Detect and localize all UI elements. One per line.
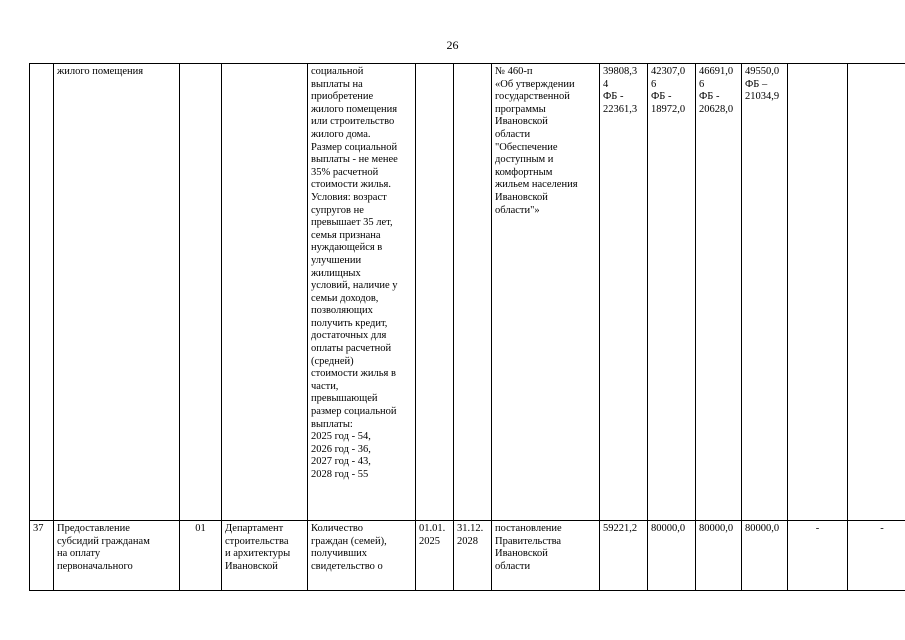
cell-code (180, 64, 222, 521)
cell-funding-2027: 80000,0 (696, 521, 742, 591)
cell-funding-2025: 59221,2 (600, 521, 648, 591)
cell-funding-2028: 80000,0 (742, 521, 788, 591)
cell-basis: постановление Правительства Ивановской области (492, 521, 600, 591)
cell-extra-b: - (848, 521, 905, 591)
program-measures-table (29, 63, 905, 591)
cell-start-date: 01.01. 2025 (416, 521, 454, 591)
cell-executor (222, 64, 308, 521)
cell-end-date: 31.12. 2028 (454, 521, 492, 591)
table-row-continuation (30, 64, 905, 521)
cell-extra-b (848, 64, 905, 521)
cell-start-date (416, 64, 454, 521)
cell-indicator: социальной выплаты на приобретение жилого помещения или строительство жилого дома. Размер социальной выплаты - не менее 35% расчетной стоимости жилья. Условия: возраст супругов не превышает 35 лет, семья признана нуждающейся в улучшении жилищных условий, наличие у семьи доходов, позволяющих получить кредит, достаточных для оплаты расчетной (средней) стоимости жилья в части, превышающей размер социальной выплаты: 2025 год - 54, 2026 год - 36, 2027 год - 43, 2028 год - 55 (308, 64, 416, 521)
cell-measure-name: жилого помещения (54, 64, 180, 521)
page-number: 26 (446, 38, 459, 52)
cell-funding-2027: 46691,0 6 ФБ - 20628,0 (696, 64, 742, 521)
cell-number: 37 (30, 521, 54, 591)
cell-funding-2026: 42307,0 6 ФБ - 18972,0 (648, 64, 696, 521)
cell-funding-2026: 80000,0 (648, 521, 696, 591)
cell-funding-2028: 49550,0 ФБ – 21034,9 (742, 64, 788, 521)
cell-funding-2025: 39808,3 4 ФБ - 22361,3 (600, 64, 648, 521)
cell-code: 01 (180, 521, 222, 591)
cell-end-date (454, 64, 492, 521)
cell-indicator: Количество граждан (семей), получивших свидетельство о (308, 521, 416, 591)
table-row-item-37 (30, 521, 905, 591)
cell-number (30, 64, 54, 521)
cell-basis: № 460-п «Об утверждении государственной программы Ивановской области "Обеспечение доступным и комфортным жильем населения Ивановской области"» (492, 64, 600, 521)
cell-extra-a: - (788, 521, 848, 591)
cell-executor: Департамент строительства и архитектуры Ивановской (222, 521, 308, 591)
cell-extra-a (788, 64, 848, 521)
cell-measure-name: Предоставление субсидий гражданам на оплату первоначального (54, 521, 180, 591)
